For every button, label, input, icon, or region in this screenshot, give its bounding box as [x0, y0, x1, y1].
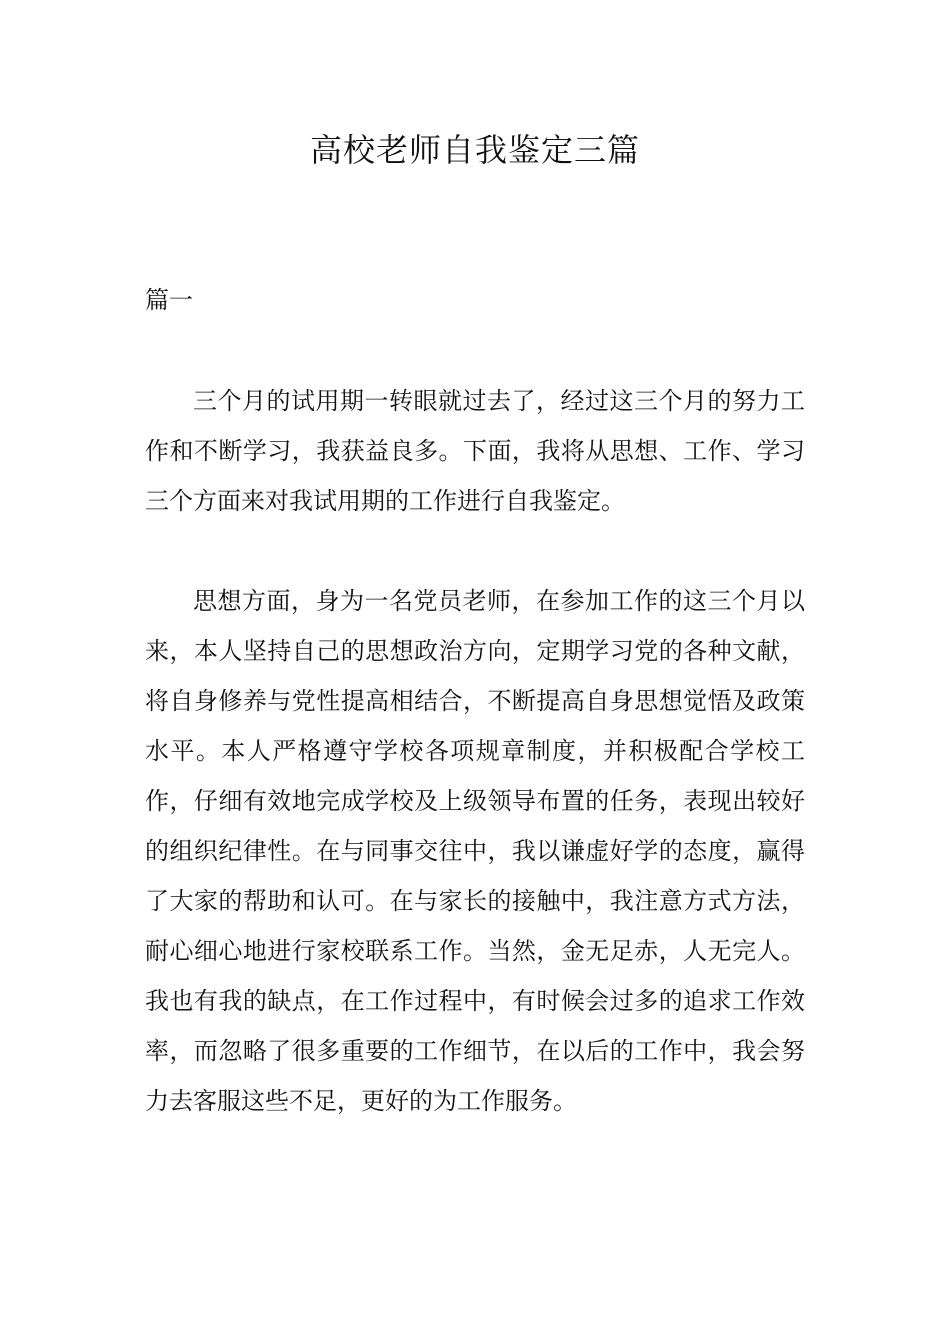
- section-heading: 篇一: [145, 286, 193, 314]
- paragraph-intro: 三个月的试用期一转眼就过去了，经过这三个月的努力工作和不断学习，我获益良多。下面，我将从思想、工作、学习三个方面来对我试用期的工作进行自我鉴定。: [145, 387, 805, 515]
- document-title: 高校老师自我鉴定三篇: [309, 131, 640, 169]
- paragraph-thought: 思想方面，身为一名党员老师，在参加工作的这三个月以来，本人坚持自己的思想政治方向，定期学习党的各种文献，将自身修养与党性提高相结合，不断提高自身思想觉悟及政策水平。本人严格遵守学校各项规章制度，并积极配合学校工作，仔细有效地完成学校及上级领导布置的任务，表现出较好的组织纪律性。在与同事交往中，我以谦虚好学的态度，赢得了大家的帮助和认可。在与家长的接触中，我注意方式方法，耐心细心地进行家校联系工作。当然，金无足赤，人无完人。我也有我的缺点，在工作过程中，有时候会过多的追求工作效率，而忽略了很多重要的工作细节，在以后的工作中，我会努力去客服这些不足，更好的为工作服务。: [145, 587, 805, 1115]
